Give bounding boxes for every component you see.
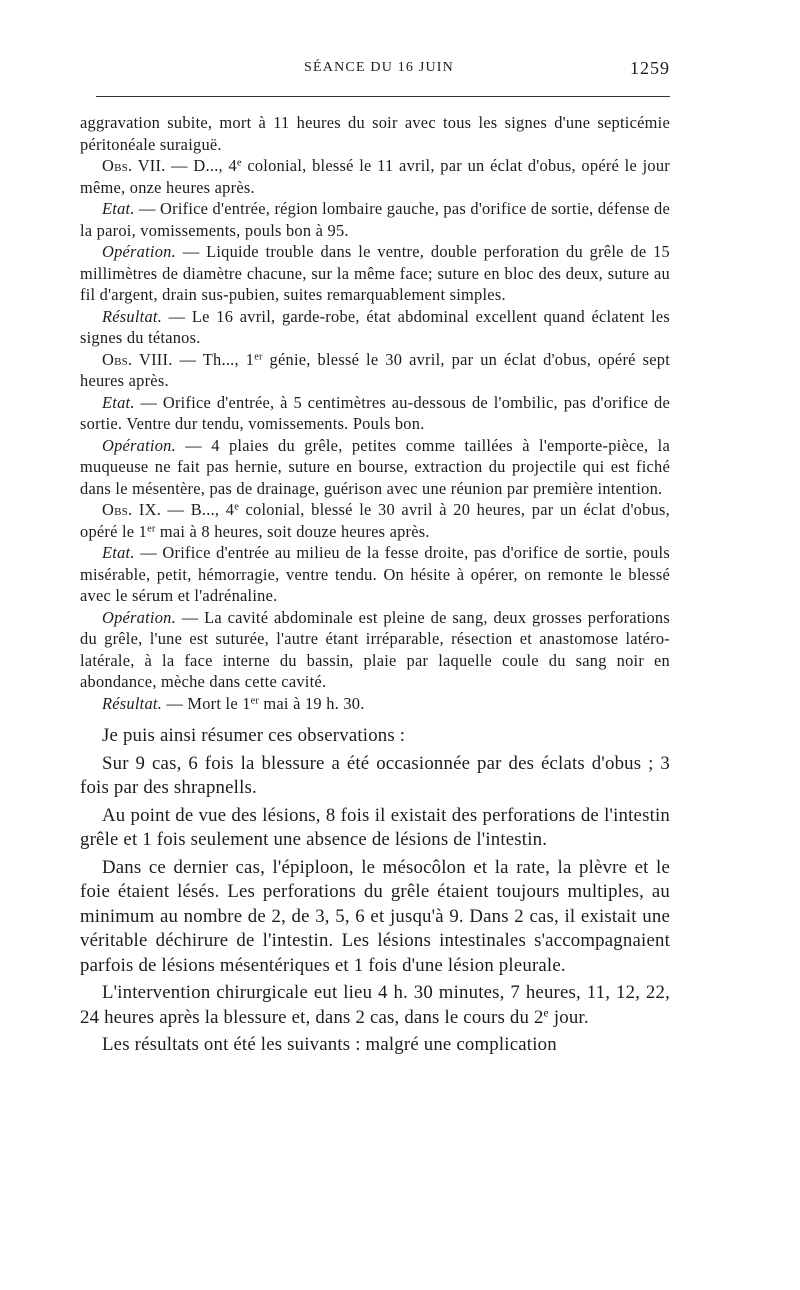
paragraph-text: — B..., 4 [161,500,235,519]
paragraph-text: aggravation subite, mort à 11 heures du soir avec tous les signes d'une septicémie péritonéale suraiguë. [80,113,670,154]
paragraph-label: Etat. [102,543,135,562]
paragraph-text: — D..., 4 [165,156,237,175]
paragraph-label: Résultat. [102,306,163,326]
summary-paragraph [80,724,670,749]
obs-ix-paragraph [80,499,670,542]
paragraph-text-tail: colonial, blessé le 30 avril à 20 heures, par un éclat d'obus, opéré le 1 [80,500,670,541]
paragraph-label: Résultat. [102,693,163,713]
paragraph-text: — Orifice d'entrée au milieu de la fesse droite, pas d'orifice de sortie, pouls misérable, petit, hémorragie, ventre tendu. On hésite à opérer, on remonte le blessé avec le sérum et l'adrénaline. [80,543,670,605]
summary-paragraph [80,804,670,853]
etat-paragraph [80,542,670,607]
superscript: e [543,1006,549,1020]
paragraph-text-tail: colonial, blessé le 11 avril, par un éclat d'obus, opéré le jour même, onze heures après. [80,156,671,197]
paragraph-label: Obs. IX. [102,500,162,519]
summary-section [80,724,670,1058]
paragraph-label: Opération. [102,242,176,261]
paragraph-text: Je puis ainsi résumer ces observations : [102,725,406,746]
paragraph-label: Etat. [102,199,135,218]
paragraph-text: — La cavité abdominale est pleine de sang, deux grosses perforations du grêle, l'une est suturée, l'autre étant irréparable, résection et anastomose latéro-latérale, à la face interne du bassin, plaie par laquelle coule du sang noir en abondance, mèche dans cette cavité. [80,607,670,691]
paragraph-text-tail: mai à 19 h. 30. [259,693,365,713]
paragraph-continuation [80,112,670,155]
operation-paragraph [80,241,670,306]
paragraph-text: — 4 plaies du grêle, petites comme taillées à l'emporte-pièce, la muqueuse ne fait pas hernie, suture en bourse, extraction du projectile qui est fiché dans le mésentère, pas de drainage, guérison avec une réunion par première intention. [80,435,670,498]
paragraph-label: Etat. [102,392,135,412]
superscript: e [234,501,239,513]
observations-section [80,112,670,714]
etat-paragraph [80,392,670,435]
paragraph-text: — Liquide trouble dans le ventre, double perforation du grêle de 15 millimètres de diamètre chacune, sur la même face; suture en bloc des deux, suture au fil d'argent, drain sus-pubien, suites remarquablement simples. [80,242,670,304]
summary-paragraph [80,1033,670,1058]
paragraph-text-tail: jour. [548,1006,589,1028]
summary-paragraph [80,856,670,979]
paragraph-text: — Le 16 avril, garde-robe, état abdominal excellent quand éclatent les signes du tétanos. [80,306,670,347]
paragraph-text: Les résultats ont été les suivants : malgré une complication [102,1034,557,1055]
paragraph-text-tail: mai à 8 heures, soit douze heures après. [155,521,430,541]
superscript: e [236,157,242,169]
running-head: SÉANCE DU 16 JUIN [304,60,454,75]
paragraph-text: — Th..., 1 [172,349,255,369]
paragraph-text: — Orifice d'entrée, à 5 centimètres au-dessous de l'ombilic, pas d'orifice de sortie. Ventre dur tendu, vomissements. Pouls bon. [80,392,670,433]
paragraph-label: Opération. [102,607,176,627]
superscript: er [254,350,263,362]
paragraph-text: Sur 9 cas, 6 fois la blessure a été occasionnée par des éclats d'obus ; 3 fois par des shrapnells. [80,752,670,798]
obs-vii-paragraph [80,155,670,198]
superscript: er [147,522,156,534]
paragraph-text: — Mort le 1 [162,693,251,713]
body-text [80,112,670,1058]
paragraph-text: — Orifice d'entrée, région lombaire gauche, pas d'orifice de sortie, défense de la paroi, vomissements, pouls bon à 95. [80,199,670,240]
page-header [88,60,670,84]
paragraph-label: Obs. VII. [102,156,166,175]
obs-viii-paragraph [80,349,670,392]
paragraph-text: Au point de vue des lésions, 8 fois il existait des perforations de l'intestin grêle et 1 fois seulement une absence de lésions de l'intestin. [80,804,670,850]
paragraph-text: Dans ce dernier cas, l'épiploon, le mésocôlon et la rate, la plèvre et le foie étaient lésés. Les perforations du grêle étaient toujours multiples, au minimum au nombre de 2, de 3, 5, 6 et jusqu'à 9. Dans 2 cas, il existait une véritable déchirure de l'intestin. Les lésions intestinales s'accompagnaient parfois de lésions mésentériques et 1 fois d'une lésion pleurale. [80,856,670,976]
superscript: er [250,694,260,706]
paragraph-text-tail: génie, blessé le 30 avril, par un éclat d'obus, opéré sept heures après. [80,349,671,390]
resultat-paragraph [80,693,670,715]
summary-paragraph [80,981,670,1030]
operation-paragraph [80,435,670,500]
paragraph-label: Obs. VIII. [102,349,173,369]
summary-paragraph [80,752,670,801]
paragraph-text: L'intervention chirurgicale eut lieu 4 h. 30 minutes, 7 heures, 11, 12, 22, 24 heures après la blessure et, dans 2 cas, dans le cours du 2 [80,982,670,1028]
resultat-paragraph [80,306,670,349]
etat-paragraph [80,198,670,241]
paragraph-label: Opération. [102,435,176,455]
header-rule [96,96,670,97]
page-number: 1259 [630,58,670,78]
operation-paragraph [80,607,670,693]
